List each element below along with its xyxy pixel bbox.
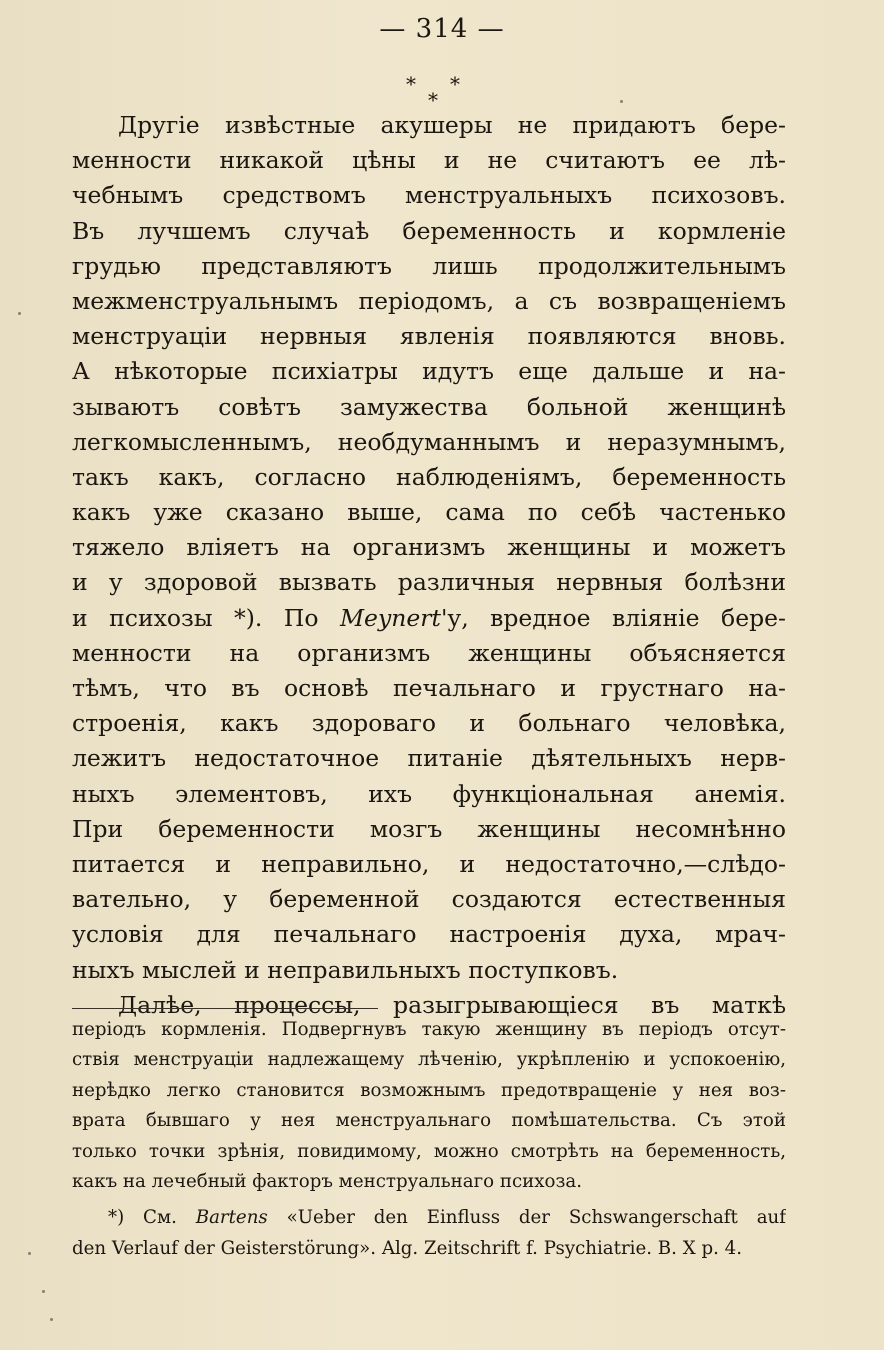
text-line: менструаціи нервныя явленія появляются вновь. — [72, 322, 786, 351]
footnote-line: только точки зрѣнія, повидимому, можно смотрѣть на беременность, — [72, 1140, 786, 1162]
asterisk-mark: * — [406, 72, 416, 96]
text-line: грудью представляютъ лишь продолжительнымъ — [72, 251, 786, 280]
text-line: строенія, какъ здороваго и больнаго человѣка, — [72, 709, 786, 738]
text-line: вательно, у беременной создаются естественныя — [72, 885, 786, 914]
text-line: Далѣе, процессы, разыгрывающіеся въ маткѣ — [118, 990, 786, 1019]
asterism-divider — [398, 70, 478, 110]
paper-speck — [50, 1318, 53, 1321]
text-line: А нѣкоторые психіатры идутъ еще дальше и на- — [72, 357, 786, 386]
text-line: ныхъ мыслей и неправильныхъ поступковъ. — [72, 955, 619, 984]
text-line: При беременности мозгъ женщины несомнѣнно — [72, 814, 786, 843]
footnote-line: ствія менструаціи надлежащему лѣченію, укрѣпленію и успокоенію, — [72, 1049, 786, 1071]
text-line: менности на организмъ женщины объясняется — [72, 638, 786, 667]
text-line: тѣмъ, что въ основѣ печальнаго и грустнаго на- — [72, 674, 786, 702]
text-line: лежитъ недостаточное питаніе дѣятельныхъ нерв- — [72, 744, 786, 773]
footnote-line: какъ на лечебный факторъ менструальнаго психоза. — [72, 1170, 583, 1192]
asterisk-mark: * — [450, 72, 460, 96]
footnote-line: нерѣдко легко становится возможнымъ предотвращеніе у нея воз- — [72, 1079, 786, 1101]
text-line-with-meynert: и психозы *). По Meynert'у, вредное вліяніе бере- — [72, 603, 786, 632]
footnote-line: врата бывшаго у нея менструальнаго помѣшательства. Съ этой — [72, 1110, 786, 1132]
paper-speck — [28, 1252, 31, 1255]
meynert-name: Meynert — [339, 603, 441, 632]
page-number: — 314 — — [379, 14, 505, 44]
text-line: условія для печальнаго настроенія духа, мрач- — [72, 920, 786, 949]
asterisk-mark: * — [428, 88, 438, 112]
text-line: легкомысленнымъ, необдуманнымъ и неразумнымъ, — [72, 427, 786, 456]
paper-speck — [18, 312, 21, 315]
footnote-block — [72, 1015, 786, 1264]
main-text-block — [72, 108, 786, 1023]
footnote-rule — [72, 1008, 378, 1009]
text-line: зываютъ совѣтъ замужества больной женщинѣ — [72, 392, 786, 421]
text-line: ныхъ элементовъ, ихъ функціональная анемія. — [72, 779, 786, 808]
paper-speck — [42, 1290, 45, 1293]
text-line: Другіе извѣстные акушеры не придаютъ бере- — [118, 111, 786, 139]
text-line: менности никакой цѣны и не считаютъ ее лѣ- — [72, 146, 786, 175]
footnote-line: періодъ кормленія. Подвергнувъ такую женщину въ періодъ отсут- — [72, 1019, 786, 1040]
text-line: питается и неправильно, и недостаточно,—слѣдо- — [72, 849, 786, 878]
text-line: и у здоровой вызвать различныя нервныя болѣзни — [72, 568, 786, 597]
text-line: межменструальнымъ періодомъ, а съ возвращеніемъ — [72, 286, 786, 315]
text-line: какъ уже сказано выше, сама по себѣ частенько — [72, 498, 786, 527]
text-line: чебнымъ средствомъ менструальныхъ психозовъ. — [72, 181, 786, 210]
reference-line: den Verlauf der Geisterstörung». Alg. Zeitschrift f. Psychiatrie. B. X p. 4. — [72, 1237, 743, 1259]
text-line: тяжело вліяетъ на организмъ женщины и можетъ — [72, 533, 786, 562]
text-line: Въ лучшемъ случаѣ беременность и кормленіе — [72, 216, 786, 245]
reference-line: *) См. Bartens «Ueber den Einfluss der Schswangerschaft auf — [108, 1207, 786, 1229]
text-line: такъ какъ, согласно наблюденіямъ, беременность — [72, 462, 786, 491]
paper-speck — [620, 100, 623, 103]
reference-author: Bartens — [195, 1207, 268, 1229]
